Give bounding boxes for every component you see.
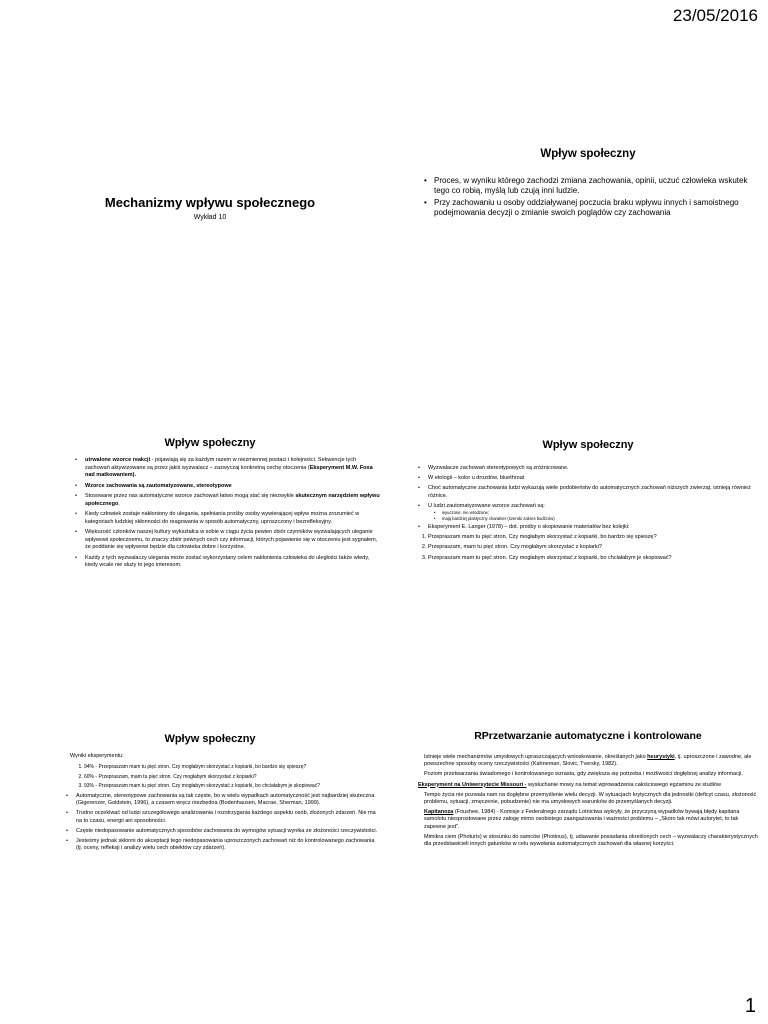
intro-text: Wyniki eksperymentu: bbox=[70, 753, 124, 759]
bullet-item bbox=[85, 457, 380, 480]
bullet-item: • Trudno oczekiwać od ludzi szczegółowego analizowania i rozstrzygania każdego aspektu osób, złożonych zdarzeń. Nie ma na to czasu, energii ani sposobności. bbox=[76, 810, 380, 824]
slide-4 bbox=[418, 439, 758, 565]
bullet-list bbox=[418, 792, 758, 848]
numbered-item: 1. Przepraszam mam tu pięć stron. Czy mogłabym skorzystać z kopiarki, bo bardzo się spieszę? bbox=[428, 534, 758, 541]
bullet-item: • Choć automatyczne zachowania ludzi wykazują wiele podobieństw do automatycznych zachowań niższych zwierząt, istnieją również różnice. bbox=[428, 485, 758, 499]
bullet-text: - pojawiają się za każdym razem w niezmiennej postaci i kolejności. Sekwencje tych zachowań aktywizowane są przez jakiś wyzwalacz – zazwyczaj konkretną cechę otoczenia ( bbox=[85, 457, 357, 471]
bullet-text: . bbox=[118, 500, 120, 507]
bullet-item: • Mimikra ciem (Photuris) w stosunku do samców (Photinus), tj. udawanie posiadania określonych cech – wyzwalaczy charakterystycznych dla przedstawicieli innych gatunków w celu wywołania automatycznych zachowań dla własnej korzyści. bbox=[424, 834, 758, 848]
slide-title: Wpływ społeczny bbox=[540, 148, 636, 160]
slide-title: Wpływ społeczny bbox=[164, 733, 256, 745]
bullet-item: • Tempo życia nie pozwala nam na dogłębne przemyślenie wielu decyzji. W sytuacjach krytycznych dla jednostki (deficyt czasu, złożoność problemu, sytuacji, zmęczenie, pobudzenie) nie ma umysłowych warunków do przemyślanych decyzji. bbox=[424, 792, 758, 806]
sub-bullet-item: • wyuczone, nie wrodzone; bbox=[442, 510, 758, 516]
page-date: 23/05/2016 bbox=[672, 6, 758, 25]
bullet-item: • Poziom przetwarzania świadomego i kontrolowanego wzrasta, gdy zwiększa się potrzeba i możliwości dogłębnej analizy informacji. bbox=[424, 771, 758, 778]
sub-bullet-list bbox=[428, 510, 758, 521]
numbered-list bbox=[70, 764, 380, 790]
page-number: 1 bbox=[744, 995, 756, 1017]
numbered-item: 3. 93% - Przepraszam mam tu pięć stron. Czy mogłabym skorzystać z kopiarki, bo chciałabym je skopiować? bbox=[84, 783, 380, 790]
bold-text: Wzorce zachowania są zautomatyzowane, stereotypowe bbox=[85, 482, 232, 489]
underlined-term: Eksperyment na Uniwersytecie Missouri - bbox=[418, 781, 527, 788]
bullet-item: • Częste niedopasowanie automatycznych sposobów zachowania do wymogów sytuacji wynika ze złożoności rzeczywistości. bbox=[76, 828, 380, 835]
paragraph-text: wysłuchanie mowy na temat wprowadzenia całościowego egzaminu ze studiów bbox=[526, 781, 721, 788]
bullet-item: • Automatyczne, stereotypowe zachowania są tak częste, bo w wielu wypadkach automatyczność jest najbardziej skuteczna (Gigerenzer, Goldstein, 1996), a czasem wręcz niezbędna (Bodenhausen, Macrae, Sherman, 1999). bbox=[76, 793, 380, 807]
numbered-item: 3. Przepraszam mam tu pięć stron. Czy mogłabym skorzystać z kopiarki, bo chciałabym je skopiować? bbox=[428, 555, 758, 562]
bullet-list bbox=[70, 793, 380, 852]
numbered-item: 1. 94% - Przepraszam mam tu pięć stron. Czy mogłabym skorzystać z kopiarki, bo bardzo się spieszę? bbox=[84, 764, 380, 771]
bullet-item: • W etologii – kolor u drozdów, bluethroat bbox=[428, 475, 758, 482]
bullet-text: Stosowane przez nas automatyczne wzorce zachowań łatwo mogą stać się niezwykle bbox=[85, 493, 296, 499]
slide-title: Wpływ społeczny bbox=[164, 437, 256, 449]
slide-2 bbox=[418, 148, 758, 220]
bullet-text: , tj. uproszczone i zawodne, ale powszechne sposoby oceny rzeczywistości (Kahneman, Slovic, Tversky, 1982). bbox=[424, 754, 752, 768]
slide-5 bbox=[40, 733, 380, 855]
bullet-item bbox=[424, 754, 758, 768]
bullet-item bbox=[85, 483, 380, 491]
bullet-item: • Eksperyment E. Langer (1978) – dot. prośby o skopiowanie materiałów bez kolejki: bbox=[428, 524, 758, 531]
bold-text: skutecznym narzędziem wpływu społecznego bbox=[85, 493, 380, 507]
bullet-item: • Każdy z tych wyzwalaczy ulegania może zostać wykorzystany celem nakłonienia człowieka do uległości także wtedy, kiedy wcale nie służy to jego interesom. bbox=[85, 555, 380, 570]
bullet-item: • Przy zachowaniu u osoby oddziaływanej poczucia braku wpływu innych i samoistnego podejmowania decyzji o zmianie swoich poglądów czy zachowania bbox=[434, 198, 758, 218]
bullet-item bbox=[85, 493, 380, 508]
slide-title: Mechanizmy wpływu społecznego bbox=[104, 195, 316, 210]
bullet-list bbox=[418, 465, 758, 531]
bullet-item: • Wyzwalacze zachowań stereotypowych są zróżnicowane. bbox=[428, 465, 758, 472]
bullet-item: • Proces, w wyniku którego zachodzi zmiana zachowania, opinii, uczuć człowieka wskutek tego co robią, myślą lub czują inni ludzie. bbox=[434, 176, 758, 196]
bold-text: utrwalone wzorce reakcji bbox=[85, 457, 151, 463]
bullet-item bbox=[424, 809, 758, 831]
bullet-list bbox=[418, 176, 758, 218]
bullet-item: • Jesteśmy jednak skłonni do akceptacji tego niedopasowania uproszczonych zachowań niż do kontrolowanego zachowania (tj. oceny, refleksji i analizy wielu cech obiektów czy zdarzeń). bbox=[76, 838, 380, 852]
underlined-term: Kapitanoza bbox=[424, 809, 454, 816]
slide-title: RPrzetwarzanie automatyczne i kontrolowane bbox=[474, 730, 702, 742]
slide-3 bbox=[40, 437, 380, 573]
numbered-item: 2. Przepraszam, mam tu pięć stron. Czy mogłabym skorzystać z kopiarki? bbox=[428, 544, 758, 551]
sub-bullet-item: • mają bardziej plastyczny charakter (szeroki zakres bodźców) bbox=[442, 516, 758, 522]
bullet-text: Istnieje wiele mechanizmów umysłowych upraszczających wnioskowanie, określanych jako bbox=[424, 754, 648, 760]
slide-title: Wpływ społeczny bbox=[542, 439, 634, 451]
bullet-item bbox=[428, 503, 758, 521]
underlined-term: heurystyki bbox=[647, 754, 675, 760]
numbered-item: 2. 60% - Przepraszam, mam tu pięć stron. Czy mogłabym skorzystać z kopiarki? bbox=[84, 774, 380, 781]
bullet-item: • Kiedy człowiek zostaje nakłoniony do ulegania, spełniania prośby osoby wywierającej wpływ można zrozumieć w kategoriach ludzkiej skłonności do reagowania w sposób automatyczny, uproszczony i bezrefleksyjny. bbox=[85, 511, 380, 526]
experiment-paragraph bbox=[418, 782, 758, 789]
bullet-list bbox=[418, 754, 758, 779]
slide-6 bbox=[418, 730, 758, 851]
bullet-item: • Większość członków naszej kultury wykształca w sobie w ciągu życia pewien zbiór czynników wyzwalających uleganie wpływowi społecznemu, to znaczy zbiór pewnych cech czy informacji, których pojawienie się w otoczeniu jest sygnałem, że poddanie się wpływowi będzie dla człowieka dobre i korzystne. bbox=[85, 529, 380, 552]
bullet-text: (Foushee, 1984) - Komisje z Federalnego zarządu Lotnictwa wykryły, że przyczyną wypadków bywają błędy kapitana samolotu niesprostowane przez załogę mimo osobistego zaangażowania i ważności problemu – „Skoro tak mówi autorytet, to tak zapewne jest". bbox=[424, 809, 740, 830]
bold-text: Eksperyment M.W. Foxa nad matkowaniem). bbox=[85, 464, 373, 478]
bullet-text: U ludzi zautomatyzowane wzorce zachowań są: bbox=[428, 502, 545, 509]
numbered-list bbox=[418, 534, 758, 562]
slide-subtitle: Wykład 10 bbox=[193, 214, 227, 221]
slide-1 bbox=[40, 195, 380, 221]
bullet-list bbox=[40, 457, 380, 570]
